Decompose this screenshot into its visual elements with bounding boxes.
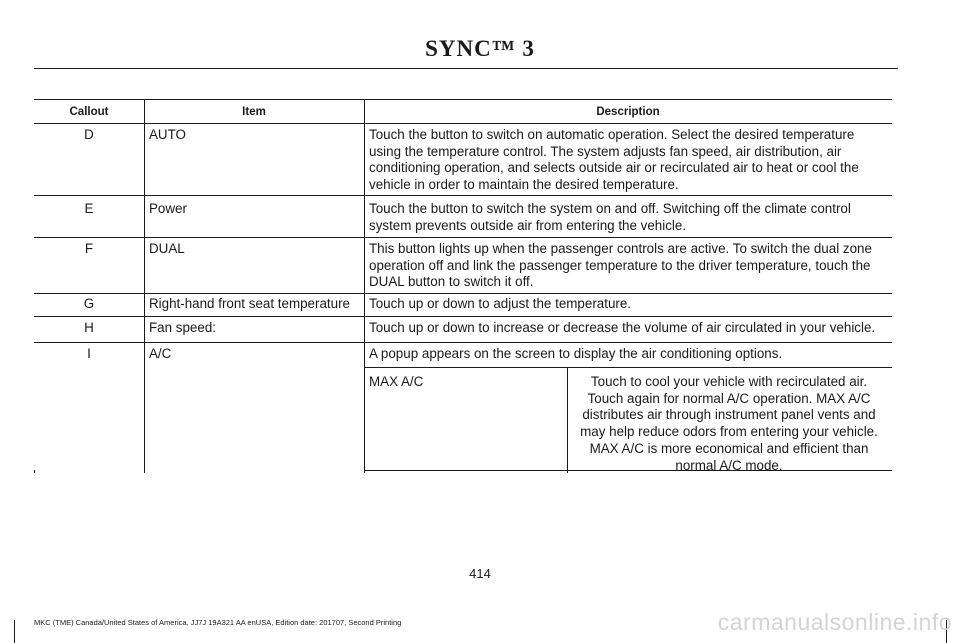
table-cell-option: MAX A/C bbox=[369, 374, 424, 389]
column-header-callout: Callout bbox=[69, 106, 109, 118]
table-cell-option-description: Touch to cool your vehicle with recirculated air. Touch again for normal A/C operation. MAX A/C distributes air through instrument panel vents and may help reduce odors from entering your vehicle. MAX A/C is more economical and efficient than normal A/C mode. bbox=[580, 374, 878, 473]
footer-text: MKC (TME) Canada/United States of America, JJ7J 19A321 AA enUSA, Edition date: 201707, Second Printing bbox=[34, 618, 402, 627]
table-cell-item: AUTO bbox=[149, 127, 186, 142]
table-rule bbox=[34, 195, 892, 196]
column-header-item: Item bbox=[242, 106, 266, 118]
table-rule bbox=[34, 237, 892, 238]
table-divider bbox=[34, 470, 35, 473]
header-rule bbox=[34, 68, 898, 69]
page-title: SYNC™ 3 bbox=[425, 36, 535, 61]
table-rule bbox=[34, 99, 892, 100]
table-cell-callout: F bbox=[84, 241, 94, 256]
table-divider bbox=[567, 367, 568, 473]
table-rule bbox=[34, 316, 892, 317]
table-rule bbox=[34, 123, 892, 124]
table-cell-item: A/C bbox=[149, 346, 172, 361]
table-cell-description: Touch the button to switch the system on and off. Switching off the climate control system prevents outside air from entering the vehicle. bbox=[369, 201, 851, 233]
crop-mark bbox=[14, 620, 15, 643]
table-cell-callout: D bbox=[84, 127, 94, 142]
table-divider bbox=[144, 99, 145, 473]
table-cell-callout: I bbox=[87, 346, 91, 361]
table-cell-description: Touch up or down to adjust the temperature. bbox=[369, 296, 632, 311]
table-cell-callout: E bbox=[84, 201, 94, 216]
table-divider bbox=[364, 99, 365, 473]
table-cell-callout: H bbox=[84, 320, 94, 335]
table-cell-callout: G bbox=[83, 296, 95, 311]
page-number: 414 bbox=[469, 566, 491, 581]
table-cell-item: Power bbox=[149, 201, 187, 216]
table-cell-item: Fan speed: bbox=[149, 320, 216, 335]
table-cell-description: Touch the button to switch on automatic operation. Select the desired temperature using the temperature control. The system adjusts fan speed, air distribution, air conditioning operation, and selects outside air or recirculated air to heat or cool the vehicle in order to maintain the desired temperature. bbox=[369, 127, 859, 193]
table-rule bbox=[34, 293, 892, 294]
table-cell-description: This button lights up when the passenger controls are active. To switch the dual zone operation off and link the passenger temperature to the driver temperature, touch the DUAL button to switch it off. bbox=[369, 241, 872, 290]
column-header-description: Description bbox=[596, 106, 660, 118]
table-rule bbox=[364, 367, 892, 368]
table-cell-description: Touch up or down to increase or decrease the volume of air circulated in your vehicle. bbox=[369, 320, 876, 335]
table-cell-item: Right-hand front seat temperature bbox=[149, 296, 350, 311]
table-rule bbox=[34, 342, 892, 343]
table-cell-description: A popup appears on the screen to display the air conditioning options. bbox=[369, 346, 783, 361]
watermark: carmanualsonline.info bbox=[717, 609, 952, 635]
table-cell-item: DUAL bbox=[149, 241, 185, 256]
